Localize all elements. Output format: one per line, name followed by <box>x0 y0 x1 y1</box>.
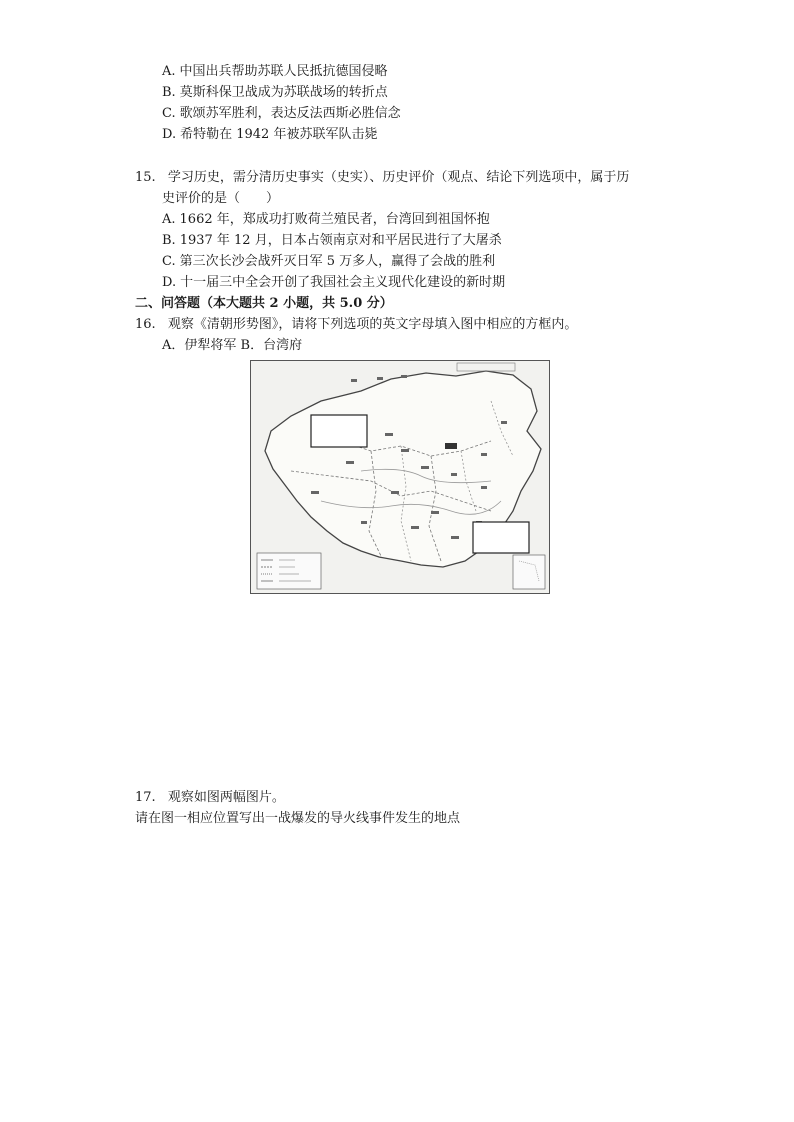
option-text: 莫斯科保卫战成为苏联战场的转折点 <box>179 85 388 100</box>
place-mark <box>361 521 367 524</box>
option-letter: B. <box>162 233 176 248</box>
question-number: 16. <box>135 317 156 332</box>
question-number: 17. <box>135 790 156 805</box>
question-stem: 观察《清朝形势图》，请将下列选项的英文字母填入图中相应的方框内。 <box>167 317 578 332</box>
place-mark <box>451 473 457 476</box>
place-mark <box>391 491 399 494</box>
option-text: 十一届三中全会开创了我国社会主义现代化建设的新时期 <box>180 275 506 290</box>
answer-box-2[interactable] <box>473 522 529 553</box>
place-mark <box>431 511 439 514</box>
q17-instruction: 请在图一相应位置写出一战爆发的导火线事件发生的地点 <box>135 811 461 826</box>
q16-stem <box>135 316 577 334</box>
question-number: 15. <box>135 170 156 185</box>
q15-option-d <box>162 274 505 292</box>
place-mark <box>385 433 393 436</box>
capital-mark <box>445 443 457 449</box>
option-letter: D. <box>162 275 177 290</box>
option-letter: A. <box>162 212 176 227</box>
option-letter: B. <box>162 85 176 100</box>
place-mark <box>481 453 487 456</box>
answer-box-1[interactable] <box>311 415 367 447</box>
q16-choices: A．伊犁将军 B．台湾府 <box>162 338 303 353</box>
question-stem: 观察如图两幅图片。 <box>167 790 285 805</box>
place-mark <box>346 461 354 464</box>
map-legend <box>257 553 321 589</box>
q15-option-c <box>162 253 495 271</box>
option-text: 1662 年，郑成功打败荷兰殖民者，台湾回到祖国怀抱 <box>179 212 490 227</box>
place-mark <box>401 449 409 452</box>
question-stem: 学习历史，需分清历史事实（史实）、历史评价（观点、结论下列选项中，属于历 <box>167 170 630 185</box>
option-text: 歌颂苏军胜利，表达反法西斯必胜信念 <box>179 106 401 121</box>
place-mark <box>501 421 507 424</box>
q15-stem-line1 <box>135 169 629 187</box>
option-text: 第三次长沙会战歼灭日军 5 万多人，赢得了会战的胜利 <box>179 254 496 269</box>
q14-option-d <box>162 126 377 144</box>
q15-stem-line2: 史评价的是（ ） <box>162 191 280 206</box>
option-letter: A. <box>162 64 176 79</box>
option-text: 希特勒在 1942 年被苏联军队击毙 <box>180 127 378 142</box>
place-mark <box>377 377 383 380</box>
place-mark <box>451 536 459 539</box>
south-sea-inset <box>513 555 545 589</box>
place-mark <box>421 466 429 469</box>
q15-option-b <box>162 232 502 250</box>
qing-dynasty-map <box>250 360 550 594</box>
option-letter: D. <box>162 127 177 142</box>
q15-option-a <box>162 211 490 229</box>
option-text: 1937 年 12 月，日本占领南京对和平居民进行了大屠杀 <box>179 233 502 248</box>
place-mark <box>411 526 419 529</box>
section-heading: 二、问答题（本大题共 2 小题，共 5.0 分） <box>135 296 393 311</box>
place-mark <box>351 379 357 382</box>
q14-option-b <box>162 84 388 102</box>
place-mark <box>481 486 487 489</box>
option-letter: C. <box>162 106 176 121</box>
map-drawing <box>251 361 549 593</box>
option-letter: C. <box>162 254 176 269</box>
place-mark <box>401 375 407 378</box>
q14-option-a <box>162 63 388 81</box>
q14-option-c <box>162 105 401 123</box>
q17-stem <box>135 789 285 807</box>
place-mark <box>311 491 319 494</box>
option-text: 中国出兵帮助苏联人民抵抗德国侵略 <box>179 64 388 79</box>
